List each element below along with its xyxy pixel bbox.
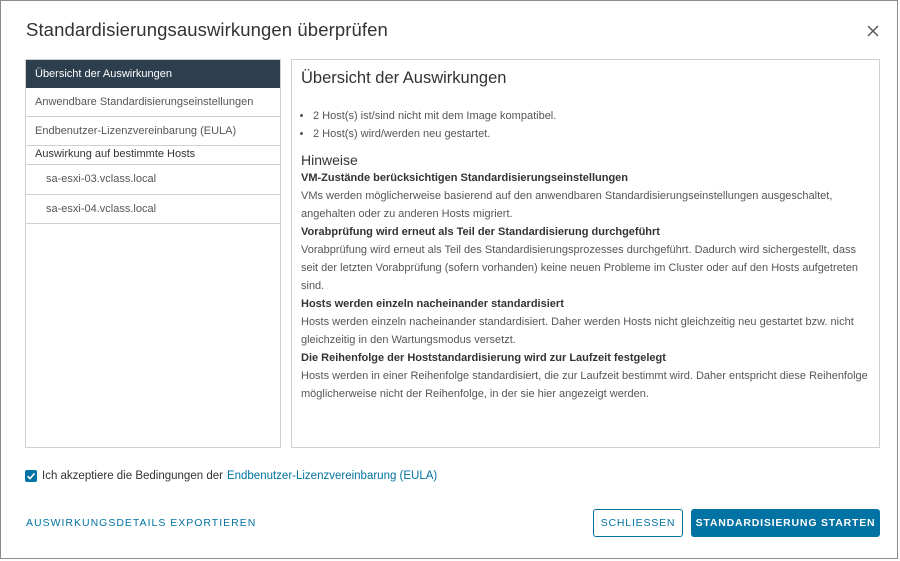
list-item: • 2 Host(s) ist/sind nicht mit dem Image kompatibel. — [313, 107, 556, 125]
eula-checkbox[interactable] — [25, 470, 37, 482]
checkmark-icon — [26, 471, 36, 481]
nav-item-label: sa-esxi-03.vclass.local — [46, 173, 157, 185]
note-text: VMs werden möglicherweise basierend auf den anwendbaren Standardisierungseinstellungen ausgeschaltet, angehalten oder zu anderen Hosts migriert. — [301, 190, 833, 220]
notes-heading: Hinweise — [301, 152, 358, 168]
dialog-title: Standardisierungsauswirkungen überprüfen — [26, 19, 388, 40]
note-text: Vorabprüfung wird erneut als Teil des Standardisierungsprozesses durchgeführt. Dadurch wird sichergestellt, dass seit der letzten Vorabprüfung (sofern vorhanden) keine neuen Probleme im Cluster oder auf den Hosts aufgetreten sind. — [301, 244, 859, 292]
panel-title: Übersicht der Auswirkungen — [301, 69, 507, 87]
note-text: Hosts werden einzeln nacheinander standardisiert. Daher werden Hosts nicht gleichzeitig neu gestartet bzw. nicht gleichzeitig in den Wartungsmodus versetzt. — [301, 316, 854, 346]
nav-item-impact-overview[interactable] — [26, 60, 280, 88]
note-heading: VM-Zustände berücksichtigen Standardisierungseinstellungen — [301, 172, 629, 184]
note-heading: Hosts werden einzeln nacheinander standardisiert — [301, 298, 564, 310]
nav-item-label: sa-esxi-04.vclass.local — [46, 203, 157, 215]
note-heading: Die Reihenfolge der Hoststandardisierung wird zur Laufzeit festgelegt — [301, 352, 666, 364]
start-remediation-button[interactable]: STANDARDISIERUNG STARTEN — [691, 509, 880, 537]
eula-label: Ich akzeptiere die Bedingungen der — [42, 470, 223, 482]
impact-nav — [25, 59, 281, 448]
impact-overview-panel — [291, 59, 880, 448]
eula-link[interactable]: Endbenutzer-Lizenzvereinbarung (EULA) — [226, 470, 438, 482]
nav-item-label: Übersicht der Auswirkungen — [35, 68, 172, 80]
nav-item-eula[interactable] — [26, 117, 280, 146]
close-icon[interactable] — [865, 23, 881, 39]
note-heading: Vorabprüfung wird erneut als Teil der Standardisierung durchgeführt — [301, 226, 660, 238]
note-text: Hosts werden in einer Reihenfolge standardisiert, die zur Laufzeit bestimmt wird. Daher entspricht diese Reihenfolge möglicherweise nicht der Reihenfolge, in der sie hier angezeigt werden. — [301, 370, 868, 400]
nav-item-label: Anwendbare Standardisierungseinstellungen — [35, 96, 254, 108]
nav-item-host[interactable] — [26, 195, 280, 224]
list-item: • 2 Host(s) wird/werden neu gestartet. — [313, 125, 556, 143]
impact-summary-list — [301, 107, 556, 143]
eula-acceptance — [25, 468, 437, 484]
notes-list — [301, 169, 871, 403]
nav-item-host[interactable] — [26, 165, 280, 195]
export-impact-details-link[interactable]: AUSWIRKUNGSDETAILS EXPORTIEREN — [26, 517, 257, 529]
nav-group-host-impact — [26, 146, 280, 165]
close-button[interactable]: SCHLIESSEN — [593, 509, 683, 537]
nav-item-remediation-settings[interactable] — [26, 88, 280, 117]
nav-group-label: Auswirkung auf bestimmte Hosts — [35, 148, 196, 160]
nav-item-label: Endbenutzer-Lizenzvereinbarung (EULA) — [35, 125, 237, 137]
